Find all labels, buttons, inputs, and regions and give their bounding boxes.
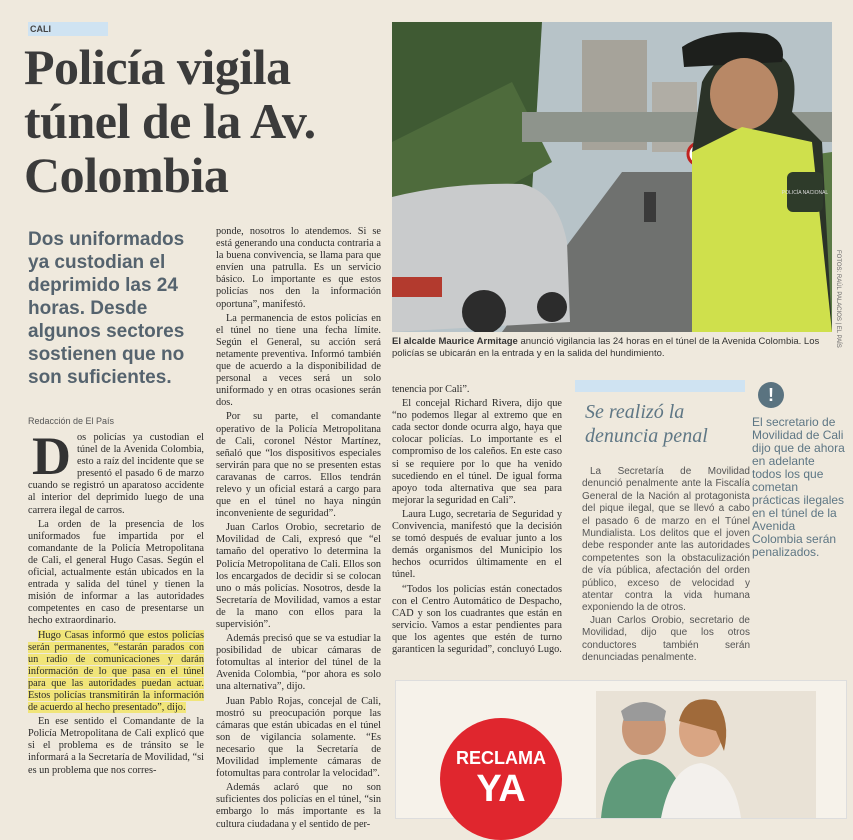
section-kicker: CALI <box>28 22 108 36</box>
headline: Policía vigila túnel de la Av. Colombia <box>24 39 316 203</box>
photo-caption <box>392 336 832 360</box>
paragraph: La Secretaría de Movilidad denunció penalmente ante la Fiscalía General de la Nación al protagonista del pique ilegal, que se llevó a cabo el pasado 6 de marzo en el Túnel Mundialista. Los delitos que el joven debe responder ante las autoridades competentes son la obstaculización de vía pública, afectación del orden público, exceso de velocidad y atentar contra la vida humana exponiendo la de otros. <box>582 466 750 614</box>
police-badge-text: POLICÍA NACIONAL <box>781 190 829 196</box>
news-photo <box>392 22 832 332</box>
paragraph: “Todos los policías están conectados con el Centro Automático de Despacho, CAD y son los cuadrantes que están en servicio. Vamos a estar pendientes para que los agentes que estén de turno garanticen la seguridad”, concluyó Lugo. <box>392 583 562 655</box>
paragraph: En ese sentido el Comandante de la Policía Metropolitana de Cali explicó que si el problema es de tránsito se le informará a la Secretaría de Movilidad, “si es un problema que nos corres- <box>28 716 204 776</box>
byline: Redacción de El País <box>28 416 115 426</box>
sidebar-title: Se realizó la denuncia penal <box>585 401 708 447</box>
paragraph: Juan Pablo Rojas, concejal de Cali, mostró su preocupación porque las cámaras que están ubicadas en el túnel son de vigilancia solamente. “Es necesario que la Secretaría de Movilidad implemente cámaras de fotomultas para controlar la velocidad”. <box>216 695 381 780</box>
photo-illustration <box>392 22 832 332</box>
paragraph: La orden de la presencia de los uniformados fue impartida por el comandante de la Policía Metropolitana de Cali, el general Hugo Casas. Según el oficial, actualmente están ubicados en la entrada y salida del túnel y tienen la misión de informar a las autoridades competentes en caso de presentarse un hecho extraordinario. <box>28 518 204 627</box>
article-column-3 <box>392 384 562 658</box>
deck: Dos uniformados ya custodian el deprimido las 24 horas. Desde algunos sectores sostienen que no son suficientes. <box>28 229 185 388</box>
highlighted-paragraph <box>28 630 204 715</box>
drop-cap: D <box>32 426 71 486</box>
note-text: El secretario de Movilidad de Cali dijo que de ahora en adelante todos los que cometan prácticas ilegales en el túnel de la Avenida Colombia serán penalizados. <box>752 415 845 559</box>
ad-line-1: RECLAMA <box>456 748 546 768</box>
paragraph: Juan Carlos Orobio, secretario de Movilidad, dijo que los otros conductores también serán denunciadas penalmente. <box>582 614 750 664</box>
lead-paragraph <box>28 426 204 517</box>
caption-bold: El alcalde Maurice Armitage <box>392 336 518 347</box>
paragraph: Además precisó que se va estudiar la posibilidad de ubicar cámaras de fotomultas al interior del túnel de la Avenida Colombia, “por ahora es solo una alternativa”, dijo. <box>216 633 381 693</box>
paragraph: Juan Carlos Orobio, secretario de Movilidad de Cali, expresó que “el tamaño del operativo lo determina la Policía Metropolitana de Cali. Ellos son los encargados de decidir si se colocan uno o más policías. Nosotros, desde la Secretaría de Movilidad, vamos a estar de la mano con ellos para la supervisión”. <box>216 522 381 630</box>
sidebar-accent-bar <box>575 380 745 392</box>
article-column-1 <box>28 426 204 779</box>
ad-line-2: YA <box>476 768 526 810</box>
article-column-2 <box>216 226 381 833</box>
ad-badge[interactable] <box>440 718 562 840</box>
paragraph: La permanencia de estos policías en el túnel no tiene una fecha límite. Según el General, su acción será netamente preventiva. Informó también que de acuerdo a la disponibilidad de personal a veces será un solo uniformado y en otras ocasiones serán dos. <box>216 312 381 409</box>
paragraph: Por su parte, el comandante operativo de la Policía Metropolitana de Cali, coronel Néstor Martínez, señaló que “los dispositivos especiales servirán para que no se presenten estas caravanas de carros. Ellos tendrán relevo y un oficial estará a cargo para que en el túnel no haya ningún inconveniente de seguridad”. <box>216 411 381 520</box>
paragraph: Laura Lugo, secretaria de Seguridad y Convivencia, manifestó que la decisión se tomó después de evaluar junto a los demás organismos del Municipio los hechos ocurridos últimamente en el túnel. <box>392 508 562 581</box>
alert-icon: ! <box>758 382 784 408</box>
highlight: Hugo Casas informó que estos policías serán permanentes, “estarán parados con un radio de comunicaciones y darán información de lo que pasa en el túnel para que las autoridades puedan actuar. Estos policías transmitirán la información de acuerdo al hecho presentado”, dijo. <box>28 629 204 714</box>
paragraph: Además aclaró que no son suficientes dos policías en el túnel, “sin embargo lo más importante es la cultura ciudadana y el sentido de per- <box>216 782 381 830</box>
caption-text: anunció vigilancia las 24 horas en el túnel de la Avenida Colombia. Los policías se ubicarán en la entrada y en la salida del hundimiento. <box>392 336 820 359</box>
sidebar-body <box>582 466 750 665</box>
paragraph: tenencia por Cali”. <box>392 384 470 395</box>
paragraph: El concejal Richard Rivera, dijo que “no podemos llegar al extremo que en cada sector donde ocurra algo, haya que colocar policías. Lo importante es el compromiso de los caleños. En este caso si se requiere por lo que ha venido sucediendo en el túnel. De igual forma apoyo toda alternativa que sea para mejorar la seguridad en Cali”. <box>392 398 562 506</box>
paragraph: ponde, nosotros lo atendemos. Si se está generando una conducta contraria a la buena convivencia, se llama para que envíen una patrulla. Es un servicio básico. Lo importante es que estos policías nos den la información oportuna”, manifestó. <box>216 226 381 310</box>
photo-credit: FOTOS: RAÚL PALACIOS | EL PAÍS <box>835 250 841 348</box>
lead-text: os policías ya custodian el túnel de la Avenida Colombia, esto a raíz del incidente que se presentó el pasado 6 de marzo cuando se registró un aparatoso accidente al interior del deprimido luego de una carrera ilegal de carros. <box>28 432 204 516</box>
